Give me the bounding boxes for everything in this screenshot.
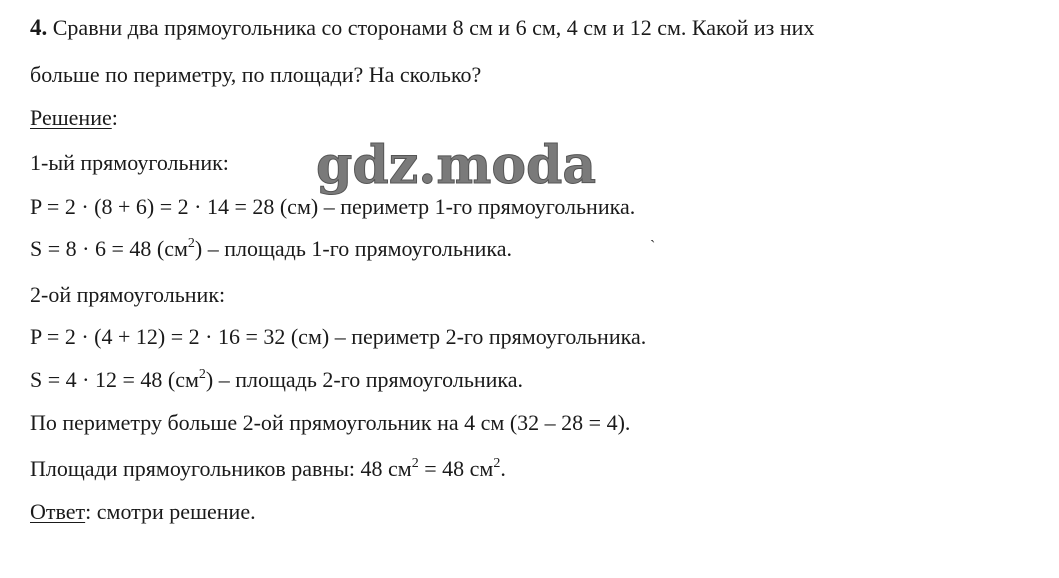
- rect1-area-exponent: 2: [187, 236, 195, 251]
- task-statement-line-1: [30, 15, 814, 41]
- rect2-area-post: ) – площадь 2-го прямоугольника.: [205, 367, 524, 392]
- perimeter-comparison-text: По периметру больше 2-ой прямоугольник на 4 см (32 – 28 = 4).: [30, 410, 631, 435]
- solution-label: Решение: [30, 105, 112, 130]
- area-comparison: [30, 456, 506, 482]
- stray-mark: ˋ: [650, 238, 656, 255]
- rect1-area-pre: S = 8 · 6 = 48 (см: [30, 236, 188, 261]
- rect2-perimeter-text: P = 2 · (4 + 12) = 2 · 16 = 32 (см) – периметр 2-го прямоугольника.: [30, 324, 647, 349]
- area-comparison-exponent-1: 2: [411, 456, 419, 471]
- area-comparison-post: .: [500, 456, 506, 481]
- rect1-perimeter-text: P = 2 · (8 + 6) = 2 · 14 = 28 (см) – периметр 1-го прямоугольника.: [30, 194, 636, 219]
- task-text-line-1: Сравни два прямоугольника со сторонами 8 см и 6 см, 4 см и 12 см. Какой из них: [52, 15, 815, 40]
- answer-line: [30, 499, 256, 525]
- area-comparison-pre: Площади прямоугольников равны: 48 см: [30, 456, 412, 481]
- solution-heading: [30, 105, 118, 131]
- perimeter-comparison: [30, 410, 630, 436]
- answer-text: : смотри решение.: [85, 499, 256, 524]
- rect2-area-exponent: 2: [198, 367, 206, 382]
- rect1-perimeter: [30, 194, 635, 220]
- rect1-header: [30, 150, 229, 176]
- watermark-logo: gdz.moda: [316, 135, 597, 196]
- rect2-area: [30, 367, 523, 393]
- rect2-header: [30, 282, 225, 308]
- rect2-header-text: 2-ой прямоугольник:: [30, 282, 226, 307]
- solution-colon: :: [111, 105, 118, 130]
- rect2-perimeter: [30, 324, 646, 350]
- rect1-area-post: ) – площадь 1-го прямоугольника.: [194, 236, 513, 261]
- rect2-area-pre: S = 4 · 12 = 48 (см: [30, 367, 199, 392]
- rect1-header-text: 1-ый прямоугольник:: [30, 150, 229, 175]
- rect1-area: [30, 236, 512, 262]
- area-comparison-mid: = 48 см: [418, 456, 494, 481]
- answer-label: Ответ: [30, 499, 86, 524]
- task-statement-line-2: [30, 62, 481, 88]
- task-text-line-2: больше по периметру, по площади? На сколько?: [30, 62, 482, 87]
- task-number: 4.: [30, 15, 48, 40]
- area-comparison-exponent-2: 2: [493, 456, 501, 471]
